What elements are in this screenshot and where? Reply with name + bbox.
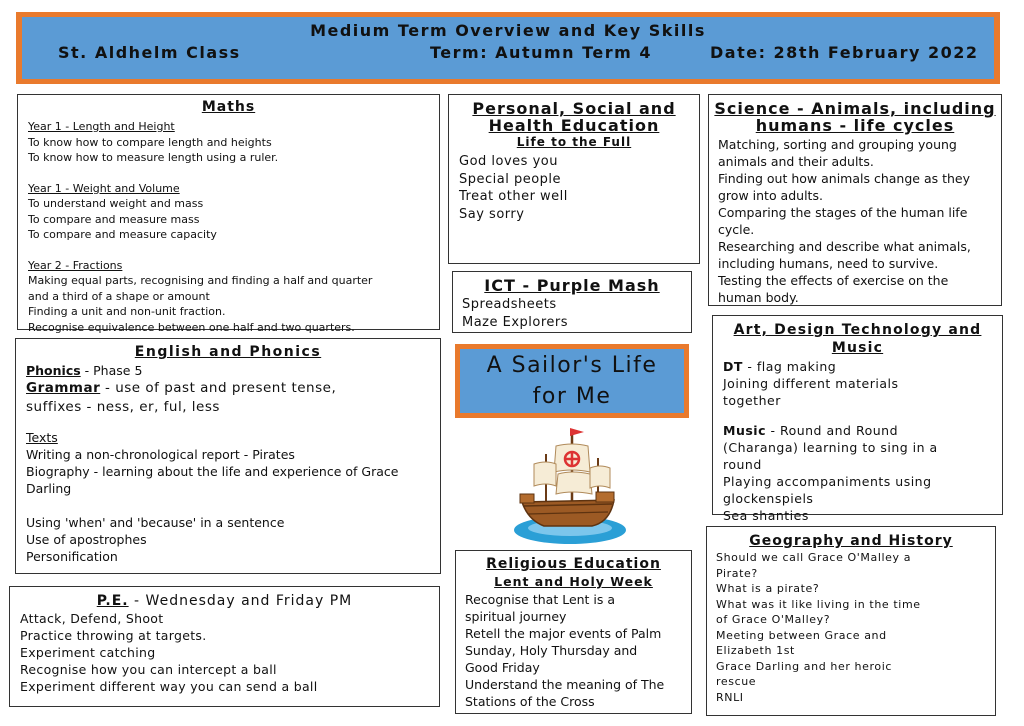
document-title: Medium Term Overview and Key Skills [310,21,706,40]
science-title [709,100,1001,134]
header-banner [22,17,994,79]
phonics-text: - Phase 5 [80,363,143,378]
english-spacer [26,417,440,429]
english-line: Darling [26,481,72,496]
maths-line: To compare and measure capacity [28,228,217,241]
theme-banner [460,349,684,413]
pe-line: Experiment different way you can send a ball [20,679,318,694]
music-label: Music [723,423,766,438]
pshe-title-line-2: Health Education [488,116,660,135]
texts-label: Texts [26,430,58,445]
ict-line: Maze Explorers [462,314,569,330]
rear-sail [590,466,610,488]
grammar-line [26,379,440,398]
maths-line: To understand weight and mass [28,197,204,210]
geo-line: Pirate? [716,566,758,580]
dt-detail: together [723,393,781,408]
maths-line: and a third of a shape or amount [28,289,210,303]
grammar-text-1: - use of past and present tense, [100,380,337,396]
grammar-label: Grammar [26,380,101,396]
art-title [713,321,1002,357]
art-spacer [723,409,1002,422]
english-spacer [26,497,440,514]
maths-line: Finding a unit and non-unit fraction. [28,305,226,318]
maths-line: Year 1 - Length and Height [28,120,175,133]
geo-line: of Grace O'Malley? [716,613,831,626]
pshe-subtitle: Life to the Full [516,135,632,149]
ict-section [452,271,692,333]
pirate-ship-illustration [510,424,628,546]
maths-spacer [28,166,439,181]
geo-line: What is a pirate? [716,582,820,595]
pshe-line: God loves you [459,154,558,169]
re-line: Sunday, Holy Thursday and [465,643,638,658]
science-line: including humans, need to survive. [718,256,939,271]
science-line: Comparing the stages of the human life [718,205,968,220]
science-line: human body. [718,290,799,305]
science-line: Matching, sorting and grouping young [718,137,957,152]
term-label: Term: Autumn Term 4 [430,43,653,62]
maths-line: To know how to measure length using a ruler. [28,151,279,164]
re-line: Stations of the Cross [465,694,595,709]
music-detail: Playing accompaniments using [723,474,932,489]
pshe-section [448,94,700,264]
geo-line: Meeting between Grace and [716,628,887,642]
geo-line: Grace Darling and her heroic [716,659,892,673]
maths-line: To know how to compare length and heights [28,135,272,149]
geo-title: Geography and History [749,533,953,549]
music-detail: round [723,457,762,472]
dt-line [723,358,1002,375]
pe-line: Recognise how you can intercept a ball [20,662,277,677]
maths-line: Year 2 - Fractions [28,258,123,272]
pe-title-row [10,593,439,609]
class-name: St. Aldhelm Class [58,43,241,62]
maths-line: Recognise equivalence between one half and two quarters. [28,320,355,334]
re-section [455,550,692,714]
grammar-text-2: suffixes - ness, er, ful, less [26,399,220,415]
pshe-line: Say sorry [459,206,525,222]
maths-section [17,94,440,334]
theme-line-2: for Me [532,384,612,409]
art-section [712,315,1003,523]
pshe-title [449,100,699,151]
music-detail: (Charanga) learning to sing in a [723,440,938,455]
geo-line: rescue [716,675,757,688]
date-label: Date: 28th February 2022 [710,43,979,62]
art-title-line-2: Music [831,340,884,356]
re-title: Religious Education [486,556,661,572]
pshe-line: Special people [459,171,562,187]
science-line: Testing the effects of exercise on the [718,273,949,288]
pshe-line: Treat other well [459,189,568,204]
phonics-line [26,362,440,379]
theme-line-1: A Sailor's Life [486,353,658,378]
geo-line: Should we call Grace O'Malley a [716,551,912,564]
maths-spacer [28,243,439,258]
lower-sail [556,472,592,494]
ict-title: ICT - Purple Mash [484,276,660,295]
art-title-line-1: Art, Design Technology and [733,322,982,338]
phonics-label: Phonics [26,363,81,378]
ict-line: Spreadsheets [462,297,557,312]
science-line: grow into adults. [718,188,823,203]
science-line: Finding out how animals change as they [718,171,971,186]
science-line: cycle. [718,222,755,237]
science-line: animals and their adults. [718,154,874,169]
pe-title: P.E. [96,593,129,609]
geo-line: Elizabeth 1st [716,644,795,657]
music-detail: glockenspiels [723,491,814,506]
pe-line: Practice throwing at targets. [20,628,207,643]
science-line: Researching and describe what animals, [718,239,971,254]
science-title-line-2: humans - life cycles [755,116,955,135]
english-line: Use of apostrophes [26,532,147,547]
english-section [15,338,441,574]
pe-line: Experiment catching [20,645,156,660]
pshe-title-line-1: Personal, Social and [472,99,676,118]
re-line: Retell the major events of Palm [465,626,662,641]
re-line: Good Friday [465,660,540,675]
pe-line: Attack, Defend, Shoot [20,611,164,626]
english-title: English and Phonics [134,344,322,360]
geo-line: RNLI [716,690,744,704]
pe-title-rest: - Wednesday and Friday PM [128,593,353,609]
music-line [723,422,1002,439]
re-line: spiritual journey [465,609,567,624]
geo-line: What was it like living in the time [716,597,921,611]
re-line: Recognise that Lent is a [465,592,616,607]
dt-label: DT [723,359,743,374]
english-line: Using 'when' and 'because' in a sentence [26,515,285,530]
music-text: - Round and Round [765,423,899,438]
fore-sail [534,462,556,486]
science-section [708,94,1002,306]
dt-text: - flag making [742,359,837,374]
science-title-line-1: Science - Animals, including [714,99,996,118]
dt-detail: Joining different materials [723,376,899,391]
pe-section [9,586,440,707]
english-line: Biography - learning about the life and experience of Grace [26,464,399,479]
maths-line: To compare and measure mass [28,212,200,226]
geography-history-section [706,526,996,716]
english-line: Personification [26,549,118,564]
re-subtitle: Lent and Holy Week [494,574,653,589]
english-line: Writing a non-chronological report - Pirates [26,447,295,462]
maths-line: Year 1 - Weight and Volume [28,181,180,195]
maths-line: Making equal parts, recognising and finding a half and quarter [28,274,373,287]
maths-title: Maths [201,99,256,115]
re-line: Understand the meaning of The [465,677,665,692]
flag [570,428,584,436]
music-detail: Sea shanties [723,508,809,523]
